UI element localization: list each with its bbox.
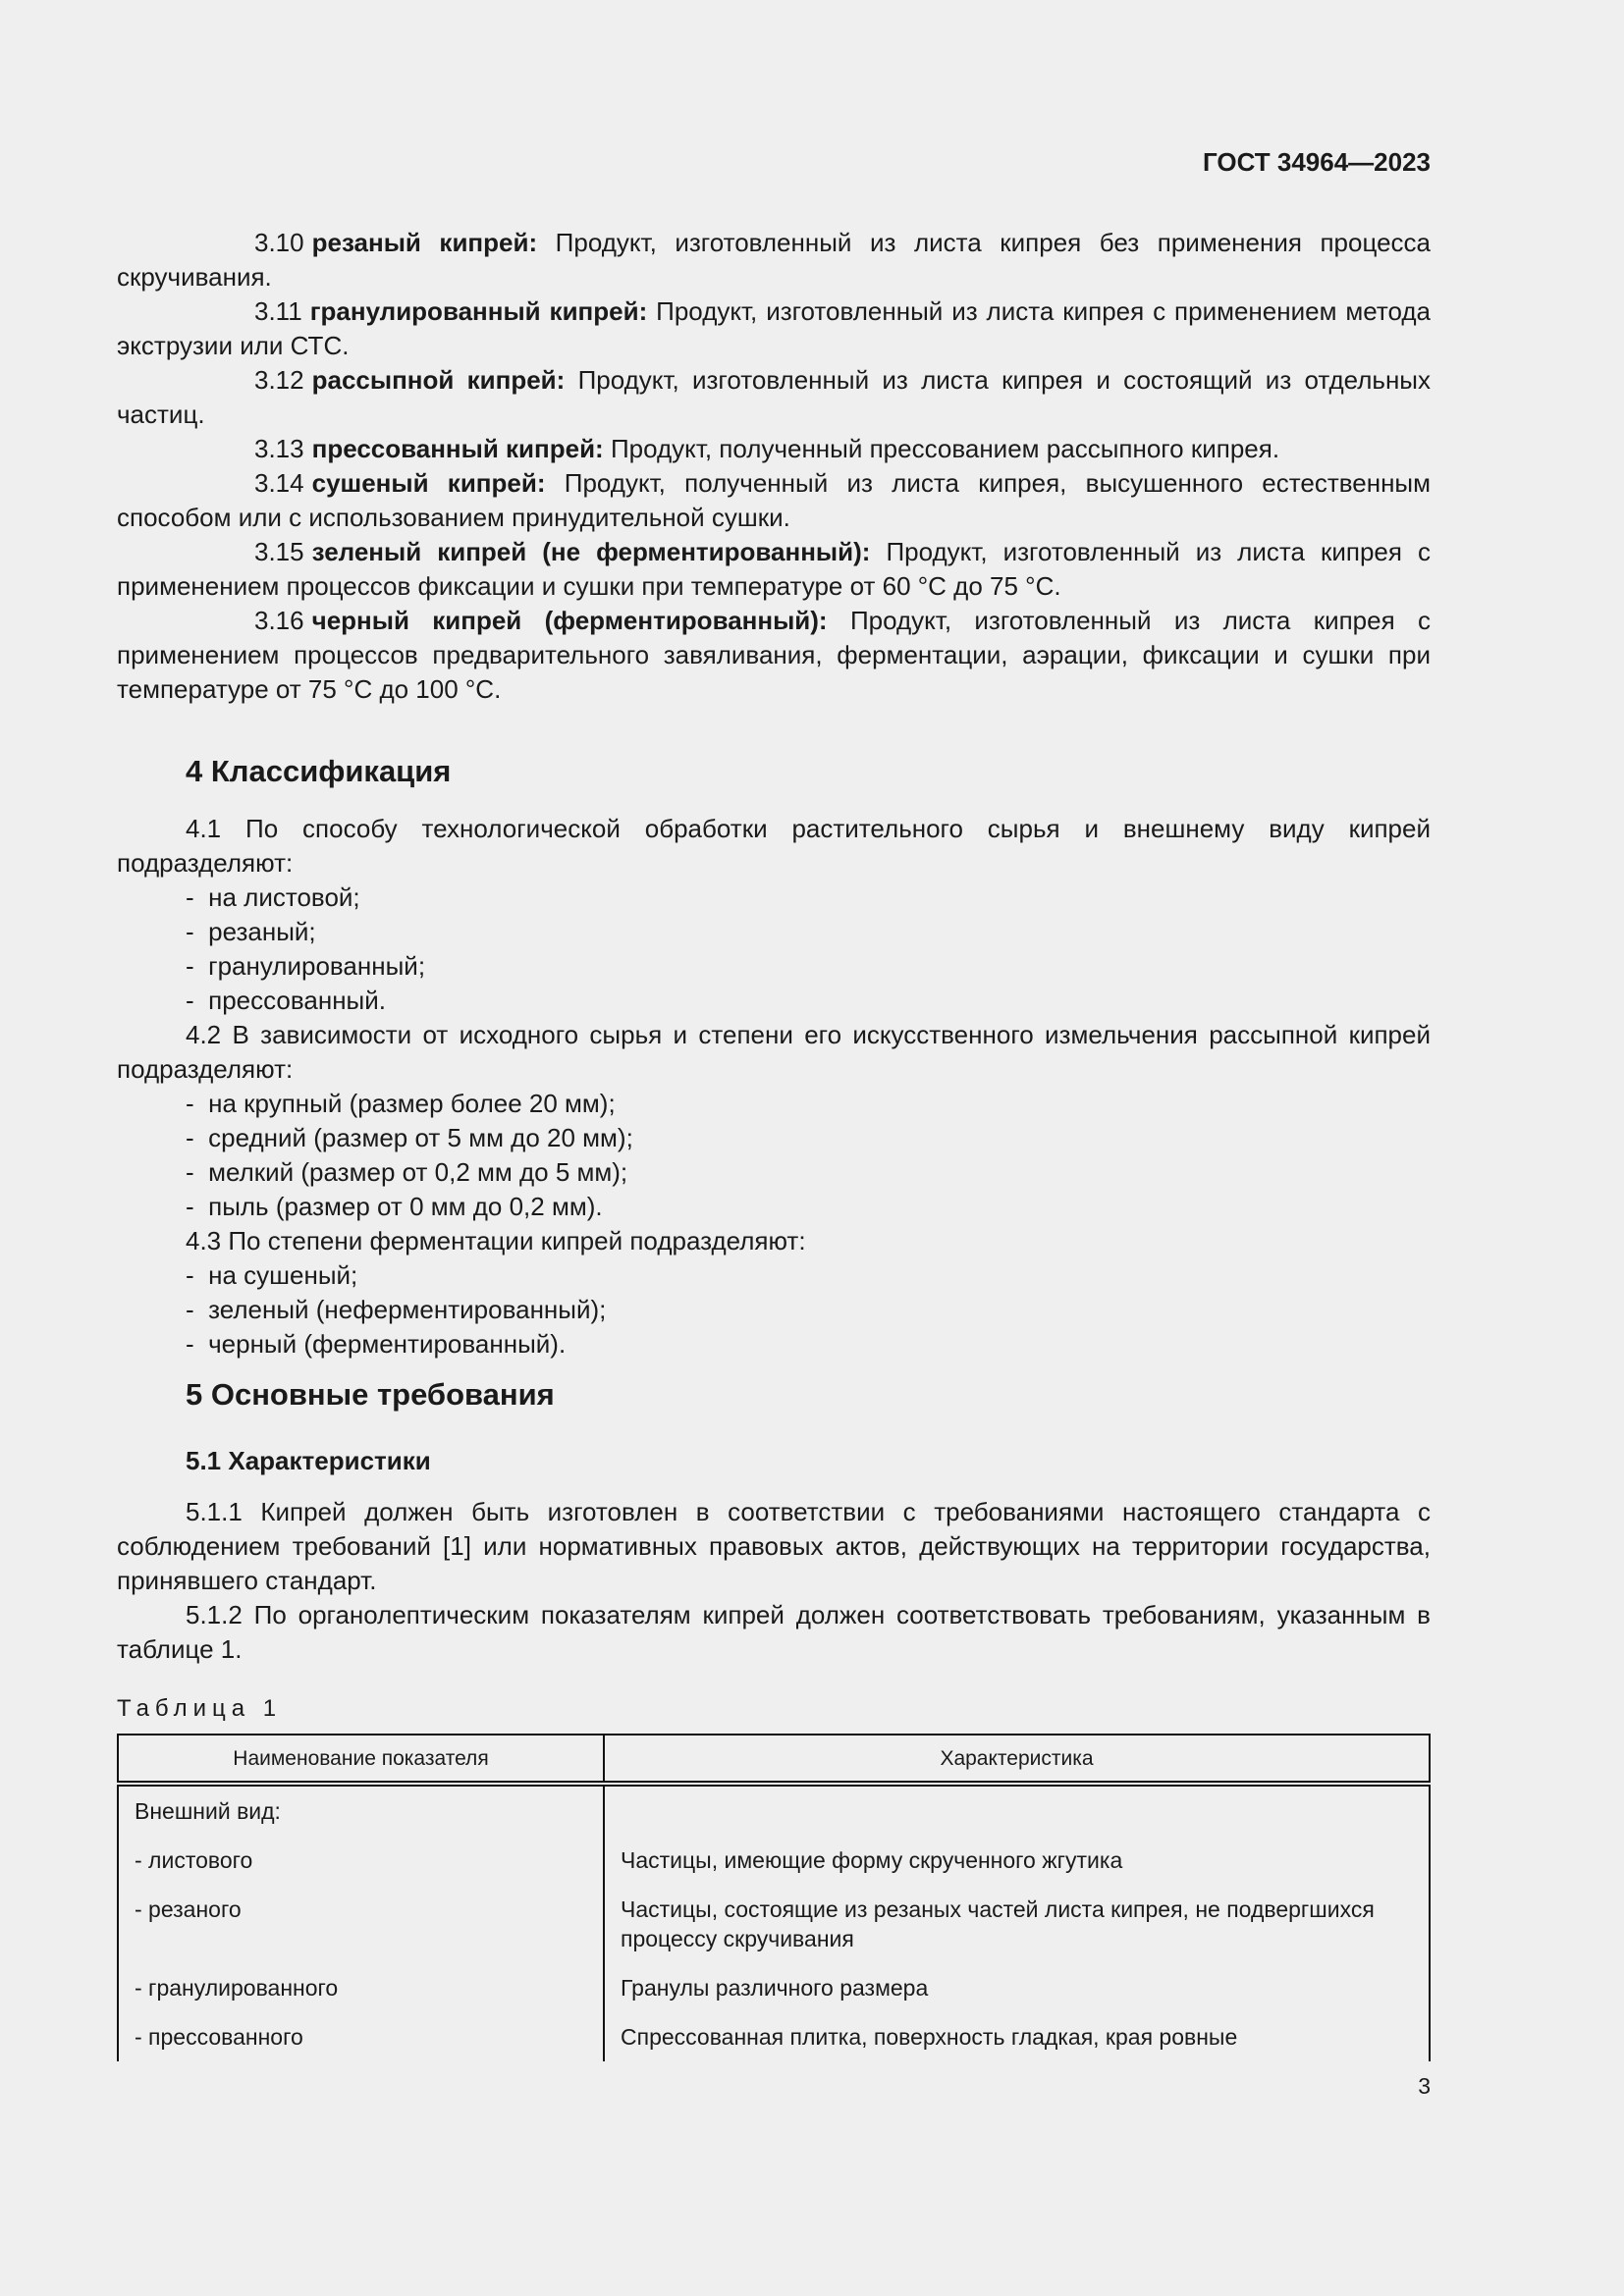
- para-4-1: 4.1 По способу технологической обработки растительного сырья и внешнему виду кипрей подразделяют:: [117, 814, 1431, 878]
- list-item: - на крупный (размер более 20 мм);: [117, 1087, 1431, 1121]
- page-number: 3: [1418, 2073, 1431, 2099]
- list-item: - гранулированный;: [117, 949, 1431, 984]
- table-row: [118, 1784, 1430, 1836]
- para-4-3: 4.3 По степени ферментации кипрей подразделяют:: [186, 1226, 806, 1255]
- para-4-2: 4.2 В зависимости от исходного сырья и степени его искусственного измельчения рассыпной кипрей подразделяют:: [117, 1020, 1431, 1084]
- table-row: [118, 2012, 1430, 2061]
- table-header-row: [118, 1735, 1430, 1784]
- section-4-body: [117, 812, 1431, 1362]
- list-item: - средний (размер от 5 мм до 20 мм);: [117, 1121, 1431, 1155]
- subsection-5-1-title: 5.1 Характеристики: [186, 1446, 431, 1475]
- section-5-body: [117, 1495, 1431, 1667]
- table-cell: - гранулированного: [118, 1963, 604, 2012]
- section-4: [117, 752, 1431, 791]
- term-3-13: 3.13 прессованный кипрей: Продукт, полученный прессованием рассыпного кипрея.: [254, 434, 1280, 463]
- list-item: - мелкий (размер от 0,2 мм до 5 мм);: [117, 1155, 1431, 1190]
- standard-number: ГОСТ 34964—2023: [1203, 147, 1431, 177]
- table-header: Наименование показателя: [118, 1735, 604, 1784]
- section-5: [117, 1375, 1431, 1415]
- term-3-16: 3.16 черный кипрей (ферментированный): Продукт, изготовленный из листа кипрея с применением процессов предварительного завяливания, ферментации, аэрации, фиксации и сушки при температуре от 75 °С до 100 °С.: [117, 606, 1432, 704]
- terms-block: [117, 226, 1431, 707]
- table-cell: Спрессованная плитка, поверхность гладкая, края ровные: [604, 2012, 1430, 2061]
- table-header: Характеристика: [604, 1735, 1430, 1784]
- table-row: [118, 1836, 1430, 1885]
- para-5-1-1: 5.1.1 Кипрей должен быть изготовлен в соответствии с требованиями настоящего стандарта с соблюдением требований [1] или нормативных правовых актов, действующих на территории государства, принявшего стандарт.: [117, 1497, 1431, 1595]
- list-item: - черный (ферментированный).: [117, 1327, 1431, 1362]
- section-4-title: 4 Классификация: [186, 754, 452, 788]
- table-cell: - резаного: [118, 1885, 604, 1963]
- table-cell: - листового: [118, 1836, 604, 1885]
- section-5-title: 5 Основные требования: [186, 1377, 555, 1412]
- term-3-11: 3.11 гранулированный кипрей: Продукт, изготовленный из листа кипрея с применением метода экструзии или СТС.: [117, 296, 1431, 360]
- table-cell: Внешний вид:: [118, 1784, 604, 1836]
- term-3-15: 3.15 зеленый кипрей (не ферментированный): Продукт, изготовленный из листа кипрея с применением процессов фиксации и сушки при температуре от 60 °С до 75 °С.: [117, 537, 1431, 601]
- table-cell: Частицы, состоящие из резаных частей листа кипрея, не подвергшихся процессу скручивания: [604, 1885, 1430, 1963]
- term-3-14: 3.14 сушеный кипрей: Продукт, полученный из листа кипрея, высушенного естественным способом или с использованием принудительной сушки.: [117, 468, 1431, 532]
- indicators-table: [117, 1734, 1431, 2061]
- table-cell: - прессованного: [118, 2012, 604, 2061]
- table-cell: Частицы, имеющие форму скрученного жгутика: [604, 1836, 1430, 1885]
- table-caption: Таблица 1: [117, 1695, 283, 1722]
- table-row: [118, 1963, 1430, 2012]
- table-block: [117, 1734, 1431, 2061]
- term-3-12: 3.12 рассыпной кипрей: Продукт, изготовленный из листа кипрея и состоящий из отдельных частиц.: [117, 365, 1431, 429]
- list-item: - на листовой;: [117, 881, 1431, 915]
- table-cell: [604, 1784, 1430, 1836]
- list-item: - зеленый (неферментированный);: [117, 1293, 1431, 1327]
- para-5-1-2: 5.1.2 По органолептическим показателям кипрей должен соответствовать требованиям, указанным в таблице 1.: [117, 1600, 1431, 1664]
- subsection-5-1: [117, 1444, 1431, 1478]
- term-3-10: 3.10 резаный кипрей: Продукт, изготовленный из листа кипрея без применения процесса скручивания.: [117, 228, 1431, 292]
- list-item: - прессованный.: [117, 984, 1431, 1018]
- table-caption-block: [117, 1691, 1431, 1726]
- list-item: - пыль (размер от 0 мм до 0,2 мм).: [117, 1190, 1431, 1224]
- table-cell: Гранулы различного размера: [604, 1963, 1430, 2012]
- list-item: - на сушеный;: [117, 1258, 1431, 1293]
- table-row: [118, 1885, 1430, 1963]
- list-item: - резаный;: [117, 915, 1431, 949]
